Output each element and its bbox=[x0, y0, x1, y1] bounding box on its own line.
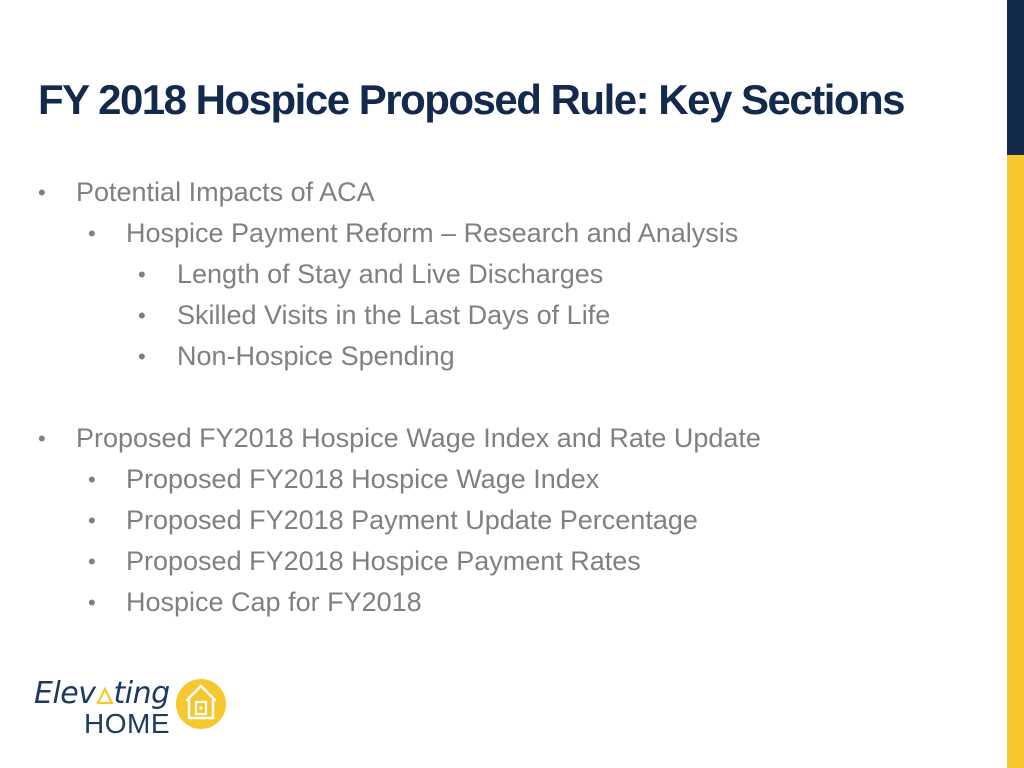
bullet-spacer bbox=[0, 377, 1000, 418]
logo-text-part2: ting bbox=[113, 676, 170, 711]
bullet-text: Hospice Cap for FY2018 bbox=[126, 587, 422, 617]
bullet-item bbox=[0, 295, 1000, 336]
elevating-home-logo bbox=[34, 676, 234, 746]
bullet-item bbox=[0, 541, 1000, 582]
bullet-dot: • bbox=[138, 344, 146, 369]
bullet-text: Proposed FY2018 Hospice Wage Index bbox=[126, 464, 600, 494]
logo-text-part1: Elev bbox=[34, 676, 96, 711]
bullet-text: Length of Stay and Live Discharges bbox=[177, 259, 604, 289]
bullet-text: Non-Hospice Spending bbox=[177, 341, 455, 371]
bullet-dot: • bbox=[138, 303, 146, 328]
bullet-dot: • bbox=[88, 549, 96, 574]
bullet-text: Hospice Payment Reform – Research and Analysis bbox=[126, 218, 739, 248]
bullet-dot: • bbox=[88, 221, 96, 246]
logo-wordmark-bottom: HOME bbox=[84, 708, 170, 739]
logo-triangle-icon bbox=[96, 683, 114, 705]
bullet-item bbox=[0, 418, 1000, 459]
bullet-item bbox=[0, 500, 1000, 541]
bullet-dot: • bbox=[88, 508, 96, 533]
slide-title: FY 2018 Hospice Proposed Rule: Key Sections bbox=[38, 76, 905, 123]
bullet-item bbox=[0, 336, 1000, 377]
bullet-text: Potential Impacts of ACA bbox=[76, 177, 375, 207]
bullet-dot: • bbox=[38, 180, 46, 205]
bullet-text: Skilled Visits in the Last Days of Life bbox=[177, 300, 611, 330]
bullet-dot: • bbox=[138, 262, 146, 287]
accent-bar-navy bbox=[1007, 0, 1024, 155]
house-icon bbox=[175, 678, 227, 730]
bullet-item bbox=[0, 254, 1000, 295]
bullet-dot: • bbox=[88, 467, 96, 492]
bullet-dot: • bbox=[38, 426, 46, 451]
bullet-item bbox=[0, 213, 1000, 254]
bullet-item bbox=[0, 459, 1000, 500]
bullet-list bbox=[0, 172, 1000, 623]
bullet-item bbox=[0, 582, 1000, 623]
logo-wordmark-top bbox=[34, 676, 170, 711]
bullet-item bbox=[0, 172, 1000, 213]
bullet-text: Proposed FY2018 Hospice Wage Index and Rate Update bbox=[76, 423, 761, 453]
bullet-dot: • bbox=[88, 590, 96, 615]
bullet-text: Proposed FY2018 Payment Update Percentage bbox=[126, 505, 698, 535]
accent-bar-yellow bbox=[1007, 155, 1024, 768]
bullet-text: Proposed FY2018 Hospice Payment Rates bbox=[126, 546, 641, 576]
